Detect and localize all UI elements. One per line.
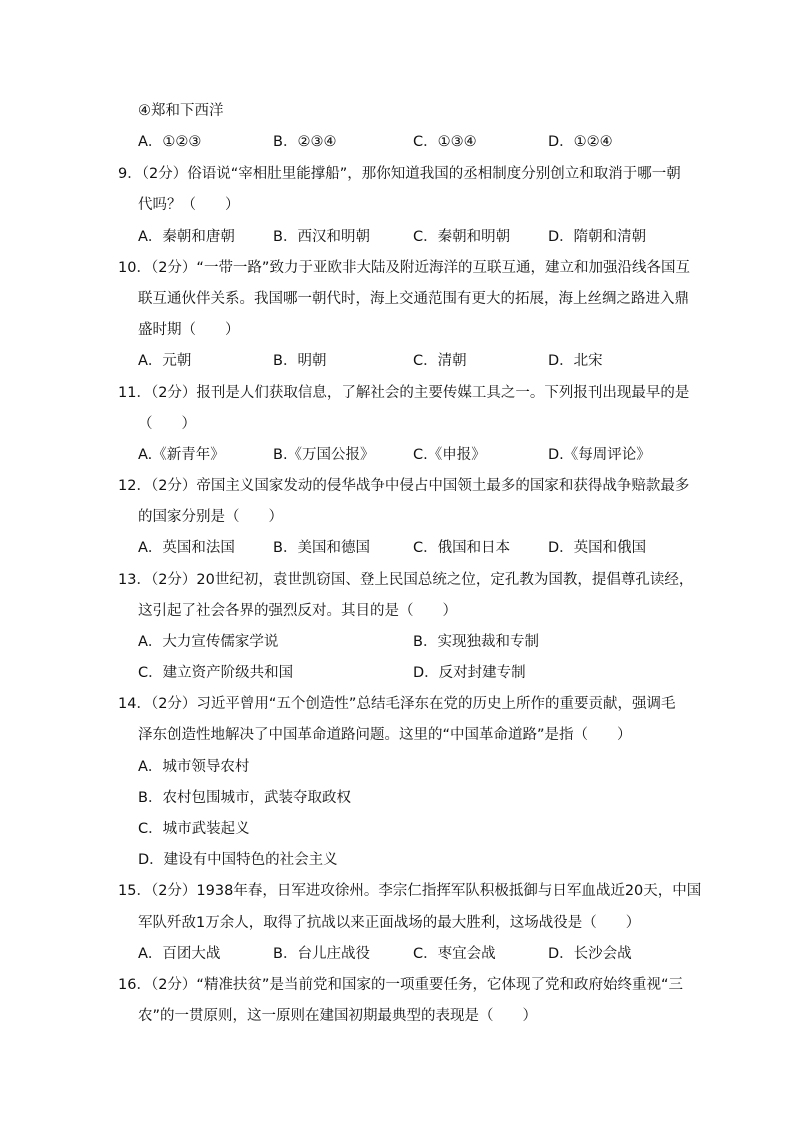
question-13-stem-line-2: 这引起了社会各界的强烈反对。其目的是（ ） (138, 603, 457, 619)
question-14-stem-line-1: 14．（2分）习近平曾用“五个创造性”总结毛泽东在党的历史上所作的重要贡献，强调毛 (118, 696, 676, 712)
option-a: A．大力宣传儒家学说 (138, 634, 279, 650)
question-14-stem-line-2: 泽东创造性地解决了中国革命道路问题。这里的“中国革命道路”是指（ ） (138, 727, 632, 743)
option-d: D．北宋 (548, 353, 603, 369)
option-b: B．实现独裁和专制 (413, 634, 539, 650)
question-14-option-b: B．农村包围城市，武装夺取政权 (138, 790, 351, 806)
option-b: B．台儿庄战役 (273, 946, 370, 962)
option-b: B．明朝 (273, 353, 327, 369)
option-c: C．建立资产阶级共和国 (138, 665, 294, 681)
option-d: D．英国和俄国 (548, 540, 647, 556)
option-b: B.《万国公报》 (273, 447, 375, 463)
option-a: A．元朝 (138, 353, 192, 369)
question-12-stem-line-2: 的国家分别是（ ） (138, 509, 283, 525)
option-a: A.《新青年》 (138, 447, 225, 463)
question-14-option-d: D．建设有中国特色的社会主义 (138, 852, 338, 868)
option-a: A．英国和法国 (138, 540, 235, 556)
question-10-stem-line-2: 联互通伙伴关系。我国哪一朝代时，海上交通范围有更大的拓展，海上丝绸之路进入鼎 (138, 291, 689, 307)
question-12-stem-line-1: 12．（2分）帝国主义国家发动的侵华战争中侵占中国领土最多的国家和获得战争赔款最多 (118, 478, 690, 494)
option-c: C.《申报》 (413, 447, 486, 463)
option-b: B．西汉和明朝 (273, 229, 370, 245)
option-d: D．长沙会战 (548, 946, 632, 962)
option-a: A．①②③ (138, 134, 202, 150)
option-d: D.《每周评论》 (548, 447, 651, 463)
question-15-stem-line-2: 军队歼敌1万余人，取得了抗战以来正面战场的最大胜利，这场战役是（ ） (138, 915, 641, 931)
question-13-stem-line-1: 13．（2分）20世纪初，袁世凯窃国、登上民国总统之位，定孔教为国教，提倡尊孔读经， (118, 572, 694, 588)
option-a: A．秦朝和唐朝 (138, 229, 235, 245)
option-b: B．②③④ (273, 134, 337, 150)
option-b: B．美国和德国 (273, 540, 370, 556)
question-15-stem-line-1: 15．（2分）1938年春，日军进攻徐州。李宗仁指挥军队积极抵御与日军血战近20天，中国 (118, 883, 702, 899)
question-10-stem-line-1: 10．（2分）“一带一路”致力于亚欧非大陆及附近海洋的互联互通，建立和加强沿线各国互 (118, 260, 690, 276)
question-9-stem-line-1: 9．（2分）俗语说“宰相肚里能撑船”，那你知道我国的丞相制度分别创立和取消于哪一朝 (118, 166, 681, 182)
option-d: D．反对封建专制 (413, 665, 526, 681)
option-c: C．俄国和日本 (413, 540, 511, 556)
question-9-stem-line-2: 代吗？（ ） (138, 197, 240, 213)
question-14-option-a: A．城市领导农村 (138, 759, 250, 775)
question-10-stem-line-3: 盛时期（ ） (138, 322, 240, 338)
option-c: C．清朝 (413, 353, 467, 369)
option-d: D．①②④ (548, 134, 613, 150)
option-c: C．枣宜会战 (413, 946, 496, 962)
option-a: A．百团大战 (138, 946, 221, 962)
question-16-stem-line-1: 16．（2分）“精准扶贫”是当前党和国家的一项重要任务，它体现了党和政府始终重视“三 (118, 977, 683, 993)
option-c: C．秦朝和明朝 (413, 229, 511, 245)
question-16-stem-line-2: 农”的一贯原则，这一原则在建国初期最典型的表现是（ ） (138, 1008, 538, 1024)
question-8-item-4: ④郑和下西洋 (138, 103, 224, 119)
option-d: D．隋朝和清朝 (548, 229, 647, 245)
question-11-stem-line-1: 11．（2分）报刊是人们获取信息，了解社会的主要传媒工具之一。下列报刊出现最早的是 (118, 385, 690, 401)
question-11-stem-line-2: （ ） (138, 416, 196, 432)
option-c: C．①③④ (413, 134, 477, 150)
question-14-option-c: C．城市武装起义 (138, 821, 250, 837)
